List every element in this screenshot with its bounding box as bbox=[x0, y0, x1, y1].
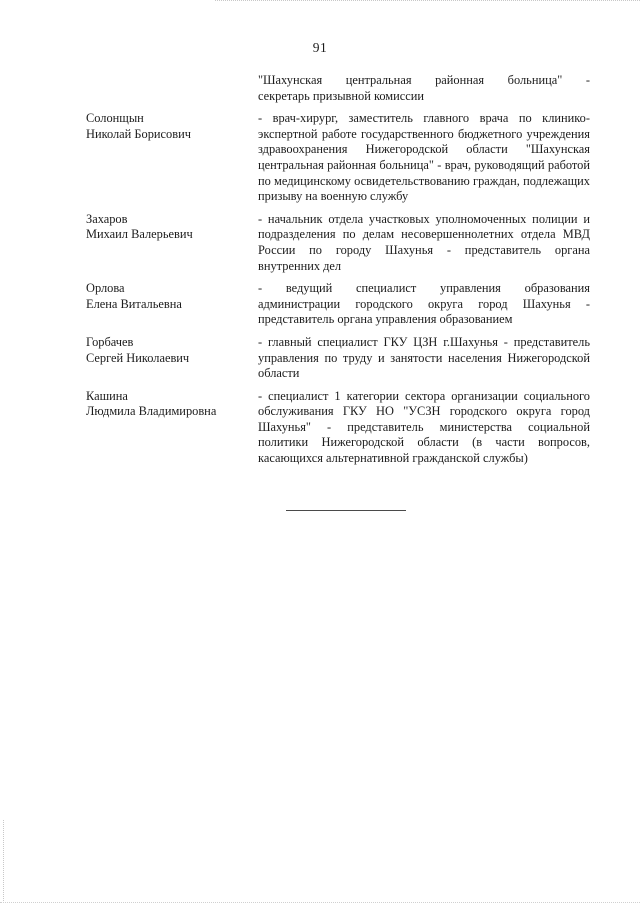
member-role: - специалист 1 категории сектора организации социального обслуживания ГКУ НО "УСЗН городского округа город Шахунья" - представитель министерства социальной политики Нижегородской области (в части вопросов, касающихся альтернативной гражданской службы) bbox=[258, 388, 590, 466]
scan-edge-top bbox=[215, 0, 640, 1]
scan-edge-left bbox=[3, 820, 4, 901]
member-given-name: Людмила Владимировна bbox=[86, 404, 217, 419]
member-role: - ведущий специалист управления образования администрации городского округа город Шахунья - представитель органа управления образованием bbox=[258, 281, 590, 327]
member-given-name: Николай Борисович bbox=[86, 126, 191, 141]
member-given-name: Сергей Николаевич bbox=[86, 350, 190, 365]
member-name bbox=[86, 111, 258, 205]
member-name bbox=[86, 212, 258, 274]
member-surname: Солонщын bbox=[86, 111, 144, 126]
name-column-empty bbox=[86, 73, 258, 104]
member-given-name: Елена Витальевна bbox=[86, 296, 182, 311]
member-role: - начальник отдела участковых уполномоченных полиции и подразделения по делам несовершеннолетних отдела МВД России по городу Шахунья - представитель органа внутренних дел bbox=[258, 211, 590, 273]
member-surname: Горбачев bbox=[86, 334, 134, 349]
member-given-name: Михаил Валерьевич bbox=[86, 227, 193, 242]
page-number: 91 bbox=[312, 40, 328, 55]
member-surname: Кашина bbox=[86, 388, 128, 403]
member-row bbox=[86, 281, 590, 328]
member-surname: Орлова bbox=[86, 281, 125, 296]
member-name bbox=[86, 281, 258, 328]
member-role: - главный специалист ГКУ ЦЗН г.Шахунья - представитель управления по труду и занятости населения Нижегородской области bbox=[258, 334, 590, 381]
member-surname: Захаров bbox=[86, 211, 128, 226]
continuation-text bbox=[258, 73, 590, 104]
commission-list bbox=[86, 73, 590, 474]
continuation-line: "Шахунская центральная районная больница" - bbox=[258, 73, 590, 87]
member-row bbox=[86, 389, 590, 467]
member-row bbox=[86, 111, 590, 205]
scan-edge-bottom bbox=[0, 902, 640, 903]
continuation-row bbox=[86, 73, 590, 104]
member-row bbox=[86, 335, 590, 382]
closing-divider bbox=[286, 510, 406, 511]
continuation-line: секретарь призывной комиссии bbox=[258, 88, 425, 103]
member-row bbox=[86, 212, 590, 274]
member-name bbox=[86, 335, 258, 382]
member-role: - врач-хирург, заместитель главного врача по клинико-экспертной работе государственного бюджетного учреждения здравоохранения Нижегородской области "Шахунская центральная районная больница" - врач, руководящий работой по медицинскому освидетельствованию граждан, подлежащих призыву на военную службу bbox=[258, 111, 590, 204]
member-name bbox=[86, 389, 258, 467]
